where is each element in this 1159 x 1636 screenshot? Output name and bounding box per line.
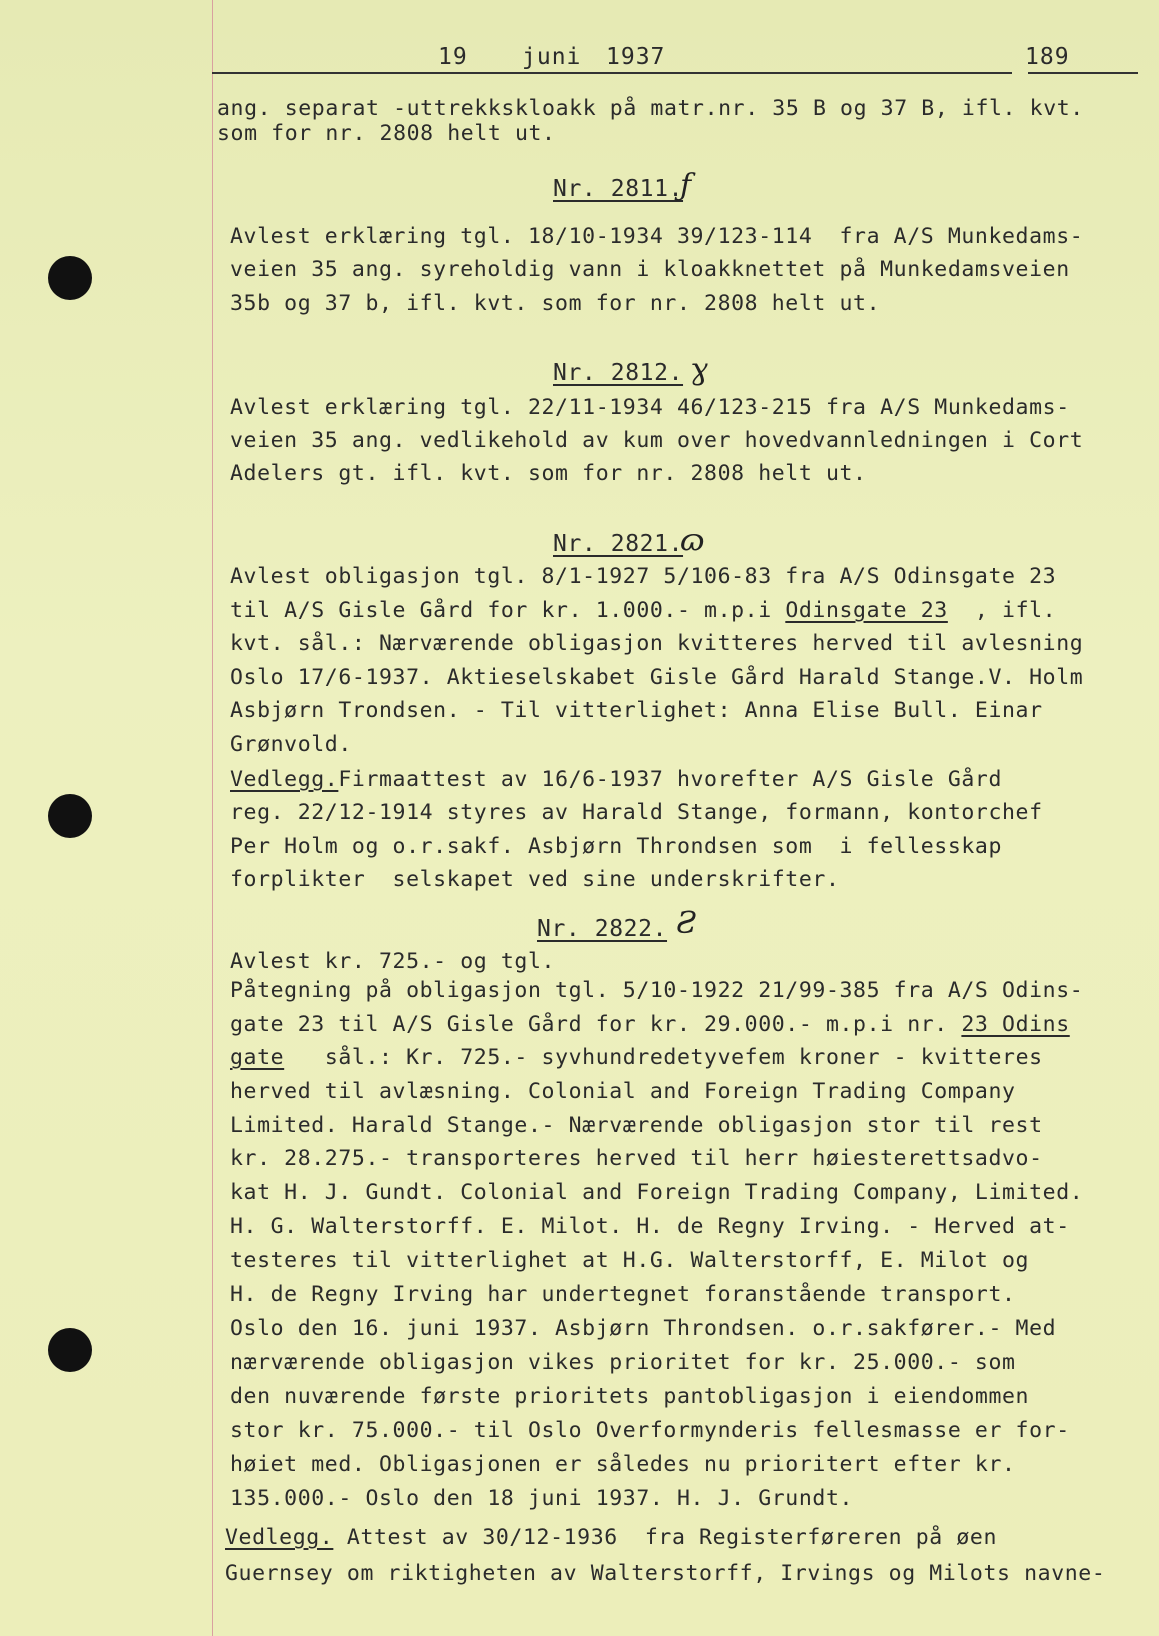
text-line	[230, 600, 1056, 622]
text-line: reg. 22/12-1914 styres av Harald Stange, formann, kontorchef	[230, 800, 1043, 825]
text-line: 35b og 37 b, ifl. kvt. som for nr. 2808 helt ut.	[230, 291, 881, 316]
header-rule	[212, 72, 1012, 74]
page-number: 189	[1025, 44, 1070, 70]
text-line: Avlest erklæring tgl. 22/11-1934 46/123-215 fra A/S Munkedams-	[230, 395, 1070, 420]
text-line: Avlest obligasjon tgl. 8/1-1927 5/106-83 fra A/S Odinsgate 23	[230, 564, 1057, 589]
punch-hole	[48, 256, 92, 300]
entry-number: Nr. 2822.	[537, 916, 668, 942]
text-line: nærværende obligasjon vikes prioritet for kr. 25.000.- som	[230, 1350, 1016, 1375]
initials-mark: ƒ	[680, 168, 692, 203]
text-line: Avlest kr. 725.- og tgl.	[230, 949, 556, 974]
text-line: Guernsey om riktigheten av Walterstorff, Irvings og Milots navne-	[225, 1561, 1106, 1586]
header-year: 1937	[606, 44, 666, 70]
text-line	[230, 769, 1002, 791]
text-line: forplikter selskapet ved sine underskrifter.	[230, 867, 840, 892]
text-segment: sål.: Kr. 725.- syvhundredetyvefem kroner - kvitteres	[284, 1045, 1043, 1070]
text-segment: , ifl.	[947, 598, 1057, 623]
text-line: Påtegning på obligasjon tgl. 5/10-1922 21/99-385 fra A/S Odins-	[230, 978, 1084, 1003]
text-line: Adelers gt. ifl. kvt. som for nr. 2808 helt ut.	[230, 461, 867, 486]
text-line: stor kr. 75.000.- til Oslo Overformynderis fellesmasse er for-	[230, 1418, 1070, 1443]
text-line: høiet med. Obligasjonen er således nu prioritert efter kr.	[230, 1452, 1016, 1477]
attachment-label: Vedlegg.	[225, 1525, 334, 1550]
text-line: kat H. J. Gundt. Colonial and Foreign Trading Company, Limited.	[230, 1180, 1084, 1205]
entry-number: Nr. 2812.	[553, 360, 684, 386]
text-line: herved til avlæsning. Colonial and Foreign Trading Company	[230, 1079, 1016, 1104]
text-segment: til A/S Gisle Gård for kr. 1.000.- m.p.i	[230, 598, 786, 623]
text-line: som for nr. 2808 helt ut.	[217, 121, 556, 146]
text-line: ang. separat -uttrekkskloakk på matr.nr. 35 B og 37 B, ifl. kvt.	[217, 96, 1084, 121]
initials-mark: Ƨ	[676, 906, 697, 941]
entry-number: Nr. 2811.	[553, 176, 684, 202]
text-line	[230, 1014, 1070, 1036]
punch-hole	[48, 794, 92, 838]
text-line: testeres til vitterlighet at H.G. Walterstorff, E. Milot og	[230, 1248, 1030, 1273]
text-segment: Attest av 30/12-1936 fra Registerføreren på øen	[333, 1525, 998, 1550]
text-line: Grønvold.	[230, 732, 352, 757]
text-line: kr. 28.275.- transporteres herved til herr høiesterettsadvo-	[230, 1146, 1043, 1171]
attachment-label: Vedlegg.	[230, 767, 339, 792]
text-line: Asbjørn Trondsen. - Til vitterlighet: Anna Elise Bull. Einar	[230, 698, 1043, 723]
text-line: Oslo den 16. juni 1937. Asbjørn Throndsen. o.r.sakfører.- Med	[230, 1316, 1057, 1341]
text-line: den nuværende første prioritets pantobligasjon i eiendommen	[230, 1384, 1030, 1409]
header-rule	[1028, 72, 1138, 74]
text-line: H. G. Walterstorff. E. Milot. H. de Regny Irving. - Herved at-	[230, 1214, 1070, 1239]
initials-mark: ɷ	[680, 523, 705, 558]
underlined-address: gate	[230, 1045, 285, 1070]
text-line: veien 35 ang. vedlikehold av kum over hovedvannledningen i Cort	[230, 428, 1084, 453]
text-line: Per Holm og o.r.sakf. Asbjørn Throndsen som i fellesskap	[230, 834, 1003, 859]
text-line: H. de Regny Irving har undertegnet foranstående transport.	[230, 1282, 1016, 1307]
text-segment: gate 23 til A/S Gisle Gård for kr. 29.000.- m.p.i nr.	[230, 1012, 962, 1037]
text-line: Oslo 17/6-1937. Aktieselskabet Gisle Gård Harald Stange.V. Holm	[230, 665, 1084, 690]
header-month: juni	[522, 44, 582, 70]
text-line	[225, 1527, 997, 1549]
text-line: Limited. Harald Stange.- Nærværende obligasjon stor til rest	[230, 1113, 1043, 1138]
text-segment: Firmaattest av 16/6-1937 hvorefter A/S Gisle Gård	[338, 767, 1003, 792]
entry-number: Nr. 2821.	[553, 531, 684, 557]
initials-mark: ɣ	[690, 352, 708, 387]
margin-line	[212, 0, 213, 1636]
punch-hole	[48, 1328, 92, 1372]
text-line: 135.000.- Oslo den 18 juni 1937. H. J. Grundt.	[230, 1486, 854, 1511]
underlined-address: 23 Odins	[961, 1012, 1070, 1037]
text-line: veien 35 ang. syreholdig vann i kloakknettet på Munkedamsveien	[230, 257, 1070, 282]
text-line	[230, 1047, 1043, 1069]
text-line: Avlest erklæring tgl. 18/10-1934 39/123-114 fra A/S Munkedams-	[230, 224, 1084, 249]
header-day: 19	[438, 44, 468, 70]
text-line: kvt. sål.: Nærværende obligasjon kvitteres herved til avlesning	[230, 631, 1084, 656]
underlined-address: Odinsgate 23	[785, 598, 948, 623]
